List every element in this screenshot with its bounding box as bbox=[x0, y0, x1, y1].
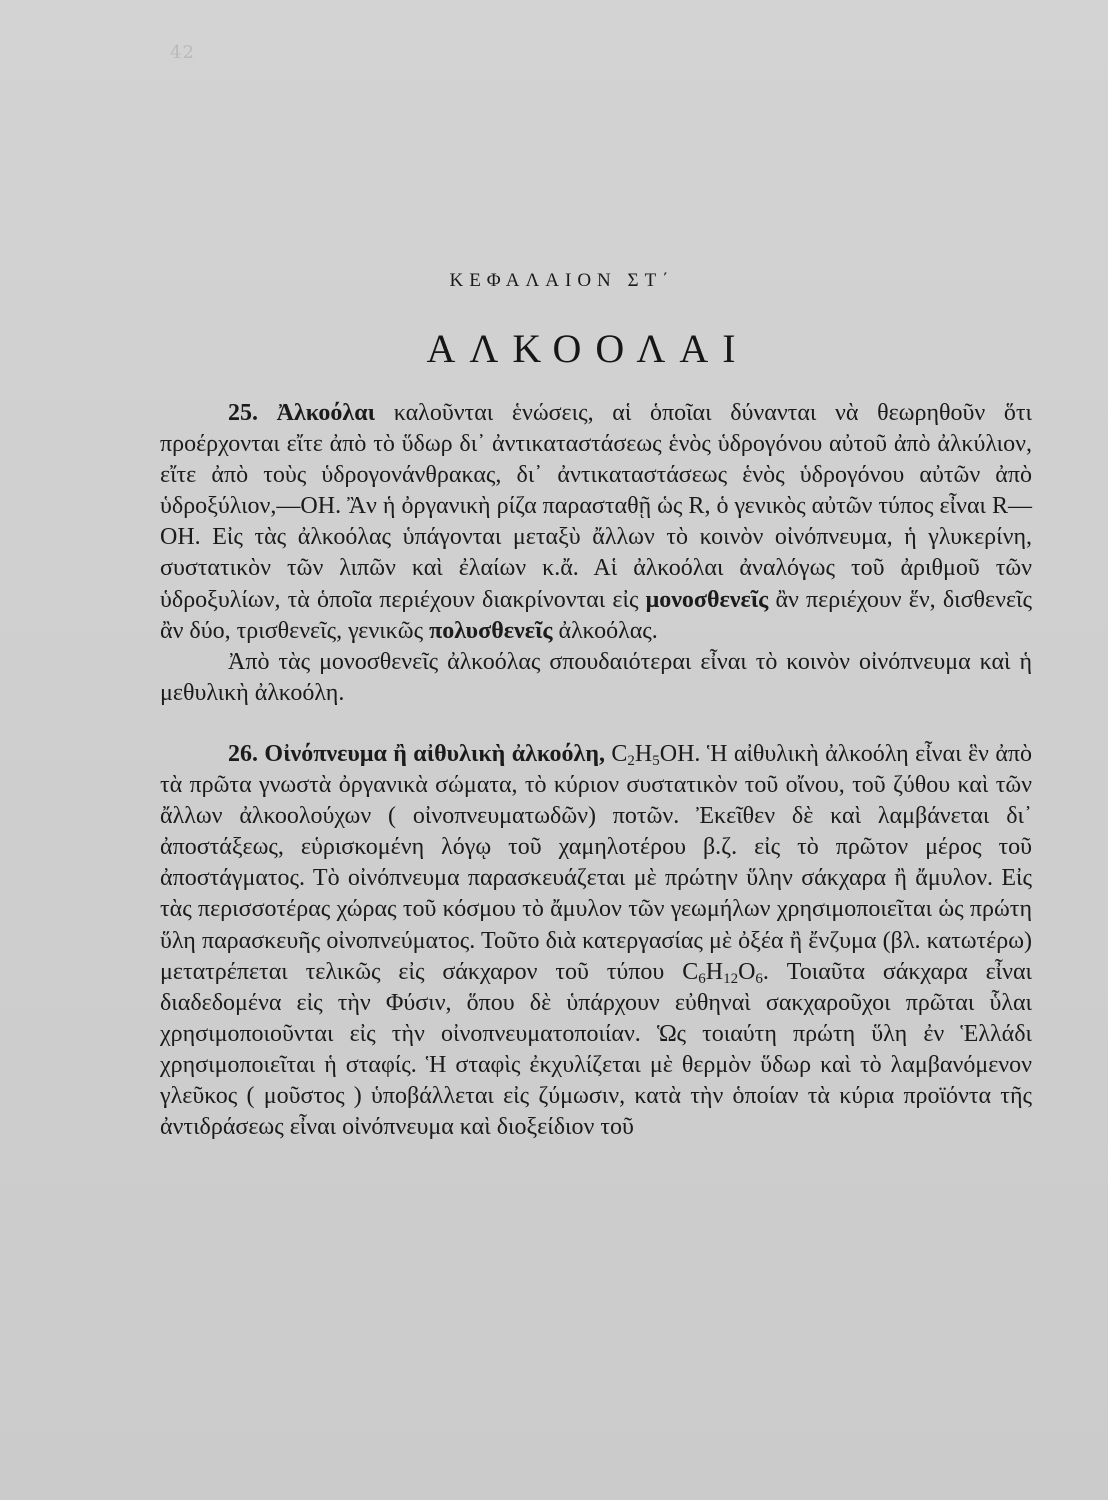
sugar-formula-hydrogen-count: 12 bbox=[723, 970, 739, 987]
sugar-formula-hydrogen: H bbox=[705, 958, 724, 985]
section-25-text-1: καλοῦνται ἑνώσεις, αἱ ὁποῖαι δύνανται νὰ θεωρηθοῦν ὅτι προέρχονται εἴτε ἀπὸ τὸ ὕδωρ δι᾽ ἀντικαταστάσεως ἑνὸς ὑδρογόνου αὐτοῦ ἀπὸ ἀλκύλιον, εἴτε ἀπὸ τοὺς ὑδρογονάνθρακας, δι᾽ ἀντικαταστάσεως ἑνὸς ὑδρογόνου αὐτῶν ἀπὸ ὑδροξύλιον,—ΟΗ. Ἂν ἡ ὀργανικὴ ρίζα παρασταθῇ ὡς R, ὁ γενικὸς αὐτῶν τύπος εἶναι R—OH. Εἰς τὰς ἀλκοόλας ὑπάγονται μεταξὺ ἄλλων τὸ κοινὸν οἰνόπνευμα, ἡ γλυκερίνη, συστατικὸν τῶν λιπῶν καὶ ἐλαίων κ.ἄ. Αἱ ἀλκοόλαι ἀναλόγως τοῦ ἀριθμοῦ τῶν ὑδροξυλίων, τὰ ὁποῖα περιέχουν διακρίνονται εἰς bbox=[160, 400, 1032, 613]
section-25-text-2: ἂν περιέχουν ἕν, δισθενεῖς ἂν δύο, τρισθενεῖς, γενικῶς bbox=[160, 586, 1032, 644]
formula-hydroxyl: OH. bbox=[659, 740, 701, 767]
formula-hydrogen-count: 5 bbox=[652, 752, 660, 769]
page-number: 42 bbox=[170, 42, 195, 63]
section-25-text-3: ἀλκοόλας. bbox=[552, 617, 658, 644]
section-25-paragraph-2: Ἀπὸ τὰς μονοσθενεῖς ἀλκοόλας σπουδαιότεραι εἶναι τὸ κοινὸν οἰνόπνευμα καὶ ἡ μεθυλικὴ ἀλκοόλη. bbox=[160, 648, 1032, 706]
formula-hydrogen: H bbox=[634, 740, 653, 767]
sugar-formula bbox=[682, 959, 763, 985]
sugar-formula-oxygen-count: 6 bbox=[755, 970, 763, 987]
sugar-formula-oxygen: O bbox=[738, 958, 756, 985]
section-26-number: 26. bbox=[228, 740, 258, 767]
sugar-formula-carbon-count: 6 bbox=[698, 970, 706, 987]
body-text bbox=[160, 398, 1032, 1143]
section-25-number: 25. bbox=[228, 400, 258, 426]
section-25-paragraph bbox=[160, 398, 1032, 647]
section-26-term: Οἰνόπνευμα ἢ αἰθυλικὴ ἀλκοόλη, bbox=[264, 740, 605, 767]
chapter-title: ΑΛΚΟΟΛΑΙ bbox=[426, 326, 750, 371]
section-26-text-2: . Τοιαῦτα σάκχαρα εἶναι διαδεδομένα εἰς τὴν Φύσιν, ὅπου δὲ ὑπάρχουν εὐθηναὶ σακχαροῦχοι πρῶται ὗλαι χρησιμοποιοῦνται εἰς τὴν οἰνοπνευματοποιίαν. Ὡς τοιαύτη πρώτη ὕλη ἐν Ἑλλάδι χρησιμοποιεῖται ἡ σταφίς. Ἡ σταφὶς ἐκχυλίζεται μὲ θερμὸν ὕδωρ καὶ τὸ λαμβανόμενον γλεῦκος ( μοῦστος ) ὑποβάλλεται εἰς ζύμωσιν, κατὰ τὴν ὁποίαν τὰ κύρια προϊόντα τῆς ἀντιδράσεως εἶναι οἰνόπνευμα καὶ διοξείδιον τοῦ bbox=[160, 958, 1032, 1141]
formula-carbon-count: 2 bbox=[627, 752, 635, 769]
term-monovalent: μονοσθενεῖς bbox=[645, 586, 769, 613]
ethanol-formula bbox=[611, 741, 700, 767]
chapter-label: ΚΕΦΑΛΑΙΟΝ ΣΤ΄ bbox=[449, 270, 675, 291]
section-26-text-1: Ἡ αἰθυλικὴ ἀλκοόλη εἶναι ἓν ἀπὸ τὰ πρῶτα γνωστὰ ὀργανικὰ σώματα, τὸ κύριον συστατικὸν τοῦ οἴνου, τοῦ ζύθου καὶ τῶν ἄλλων ἀλκοολούχων ( οἰνοπνευματωδῶν) ποτῶν. Ἐκεῖθεν δὲ καὶ λαμβάνεται δι᾽ ἀποστάξεως, εὑρισκομένη λόγῳ τοῦ χαμηλοτέρου β.ζ. εἰς τὸ πρῶτον μέρος τοῦ ἀποστάγματος. Τὸ οἰνόπνευμα παρασκευάζεται μὲ πρώτην ὕλην σάκχαρα ἢ ἄμυλον. Εἰς τὰς περισσοτέρας χώρας τοῦ κόσμου τὸ ἄμυλον τῶν γεωμήλων χρησιμοποιεῖται ὡς πρώτη ὕλη παρασκευῆς οἰνοπνεύματος. Τοῦτο διὰ κατεργασίας μὲ ὀξέα ἢ ἔνζυμα (βλ. κατωτέρω) μετατρέπεται τελικῶς εἰς σάκχαρον τοῦ τύπου bbox=[160, 740, 1033, 985]
formula-carbon: C bbox=[611, 740, 628, 767]
section-26-paragraph bbox=[160, 739, 1032, 1143]
sugar-formula-carbon: C bbox=[682, 958, 699, 985]
section-25-term: Ἀλκοόλαι bbox=[276, 400, 376, 426]
term-polyvalent: πολυσθενεῖς bbox=[429, 617, 553, 644]
